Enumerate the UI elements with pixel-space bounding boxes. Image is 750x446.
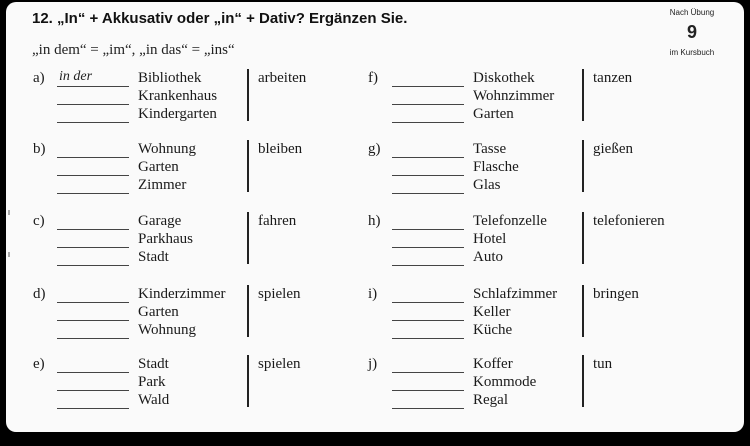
verb: spielen: [258, 286, 301, 302]
noun: Stadt: [138, 249, 169, 265]
answer-blanks: [57, 285, 129, 339]
bracket-divider: [582, 212, 584, 264]
answer-blank[interactable]: [392, 391, 464, 409]
noun: Zimmer: [138, 177, 187, 193]
bracket-divider: [582, 355, 584, 407]
noun-list: [138, 355, 169, 409]
answer-blank[interactable]: [57, 321, 129, 339]
side-note-number: 9: [686, 22, 697, 42]
noun: Keller: [473, 304, 511, 320]
exercise-item: [368, 69, 698, 125]
noun: Stadt: [138, 356, 169, 372]
noun: Flasche: [473, 159, 519, 175]
margin-mark: [8, 252, 10, 257]
noun-list: [473, 140, 519, 194]
answer-blanks: [392, 69, 464, 123]
noun: Kinderzimmer: [138, 286, 226, 302]
verb: spielen: [258, 356, 301, 372]
verb: telefonieren: [593, 213, 665, 229]
answer-blank[interactable]: [57, 285, 129, 303]
bracket-divider: [582, 69, 584, 121]
noun: Telefonzelle: [473, 213, 547, 229]
bracket-divider: [247, 212, 249, 264]
answer-blank[interactable]: [392, 355, 464, 373]
answer-blanks: [392, 355, 464, 409]
noun-list: [138, 212, 193, 266]
answer-blank[interactable]: [392, 248, 464, 266]
answer-blank[interactable]: [392, 140, 464, 158]
verb: gießen: [593, 141, 633, 157]
answer-blank[interactable]: [392, 105, 464, 123]
verb: fahren: [258, 213, 297, 229]
verb: bleiben: [258, 141, 303, 157]
exercise-item: [368, 285, 698, 341]
contraction-hint: „in dem“ = „im“, „in das“ = „ins“: [32, 42, 235, 58]
noun: Diskothek: [473, 70, 535, 86]
side-note-bottom: im Kursbuch: [669, 48, 715, 57]
answer-blank[interactable]: [392, 176, 464, 194]
noun-list: [473, 355, 536, 409]
noun: Park: [138, 374, 166, 390]
noun: Auto: [473, 249, 503, 265]
exercise-letter: j): [368, 356, 378, 372]
noun: Garage: [138, 213, 182, 229]
answer-blank[interactable]: [57, 355, 129, 373]
answer-blanks: [392, 140, 464, 194]
answer-blanks: [57, 212, 129, 266]
noun: Garten: [473, 106, 514, 122]
noun: Krankenhaus: [138, 88, 218, 104]
noun: Garten: [138, 159, 179, 175]
answer-blank[interactable]: [57, 158, 129, 176]
exercise-item: [368, 355, 698, 411]
exercise-item: [33, 355, 363, 411]
exercise-letter: e): [33, 356, 45, 372]
bracket-divider: [247, 285, 249, 337]
margin-mark: [8, 210, 10, 215]
noun: Kommode: [473, 374, 537, 390]
bracket-divider: [247, 355, 249, 407]
noun: Hotel: [473, 231, 507, 247]
answer-blank[interactable]: [57, 176, 129, 194]
noun: Schlafzimmer: [473, 286, 558, 302]
verb: tun: [593, 356, 613, 372]
answer-blank[interactable]: [57, 303, 129, 321]
noun: Küche: [473, 322, 513, 338]
exercise-letter: g): [368, 141, 381, 157]
noun: Tasse: [473, 141, 507, 157]
answer-blank[interactable]: [57, 212, 129, 230]
exercise-letter: c): [33, 213, 45, 229]
handwritten-answer: in der: [59, 69, 93, 84]
answer-blank[interactable]: [392, 285, 464, 303]
noun-list: [138, 285, 225, 339]
answer-blank[interactable]: [57, 373, 129, 391]
exercise-item: [368, 212, 698, 268]
answer-blank[interactable]: [392, 230, 464, 248]
answer-blank[interactable]: [57, 87, 129, 105]
exercise-letter: h): [368, 213, 381, 229]
noun: Wohnzimmer: [473, 88, 555, 104]
exercise-item: [33, 140, 363, 196]
exercise-letter: i): [368, 286, 378, 302]
exercise-item: [33, 69, 363, 125]
exercise-letter: a): [33, 70, 45, 86]
answer-blanks: [392, 285, 464, 339]
bracket-divider: [582, 285, 584, 337]
answer-blanks: [57, 69, 129, 123]
verb: tanzen: [593, 70, 633, 86]
exercise-letter: b): [33, 141, 46, 157]
worksheet-page: [6, 2, 744, 432]
bracket-divider: [582, 140, 584, 192]
noun: Koffer: [473, 356, 513, 372]
answer-blank[interactable]: [57, 105, 129, 123]
verb: arbeiten: [258, 70, 307, 86]
answer-blank[interactable]: [392, 373, 464, 391]
noun: Garten: [138, 304, 179, 320]
answer-blanks: [57, 355, 129, 409]
answer-blank[interactable]: [392, 303, 464, 321]
noun: Parkhaus: [138, 231, 193, 247]
side-note-top: Nach Übung: [669, 8, 715, 17]
answer-blank[interactable]: [392, 212, 464, 230]
answer-blank[interactable]: [392, 69, 464, 87]
exercise-item: [368, 140, 698, 196]
answer-blank[interactable]: [392, 158, 464, 176]
noun: Glas: [473, 177, 501, 193]
answer-blanks: [57, 140, 129, 194]
answer-blank[interactable]: [392, 87, 464, 105]
exercise-letter: f): [368, 70, 378, 86]
bracket-divider: [247, 69, 249, 121]
exercise-item: [33, 285, 363, 341]
noun-list: [138, 69, 217, 123]
noun: Wohnung: [138, 141, 196, 157]
answer-blanks: [392, 212, 464, 266]
noun-list: [473, 285, 557, 339]
answer-blank[interactable]: [57, 69, 129, 87]
noun: Kindergarten: [138, 106, 217, 122]
bracket-divider: [247, 140, 249, 192]
noun-list: [138, 140, 196, 194]
noun-list: [473, 69, 554, 123]
exercise-title: 12. „In“ + Akkusativ oder „in“ + Dativ? Ergänzen Sie.: [32, 10, 408, 27]
answer-blank[interactable]: [57, 140, 129, 158]
verb: bringen: [593, 286, 639, 302]
noun: Regal: [473, 392, 508, 408]
exercise-letter: d): [33, 286, 46, 302]
side-note: [652, 8, 732, 58]
answer-blank[interactable]: [57, 230, 129, 248]
noun: Bibliothek: [138, 70, 202, 86]
noun: Wohnung: [138, 322, 196, 338]
answer-blank[interactable]: [392, 321, 464, 339]
exercise-item: [33, 212, 363, 268]
answer-blank[interactable]: [57, 248, 129, 266]
noun: Wald: [138, 392, 170, 408]
answer-blank[interactable]: [57, 391, 129, 409]
noun-list: [473, 212, 547, 266]
